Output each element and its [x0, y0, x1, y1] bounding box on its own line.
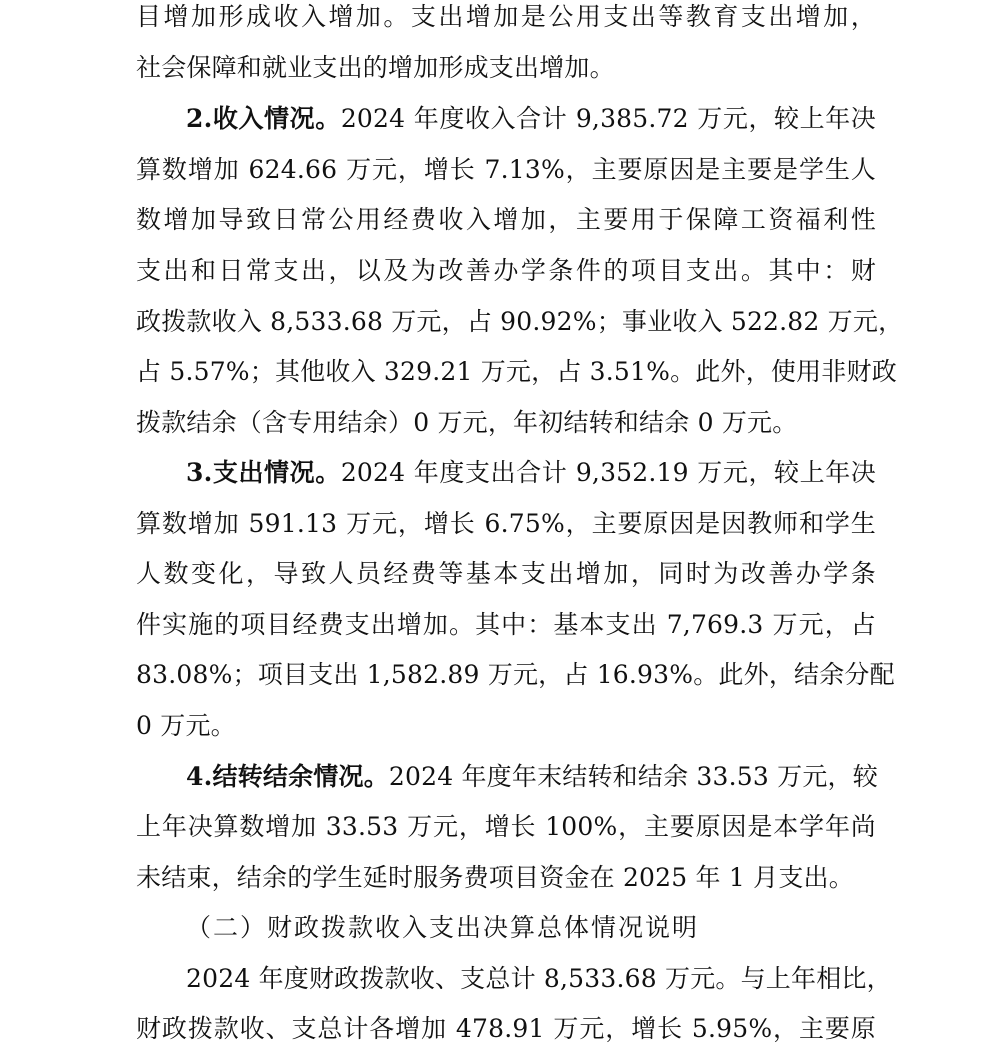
expenditure-line-4: 件实施的项目经费支出增加。其中：基本支出 7,769.3 万元，占	[136, 610, 876, 639]
intro-line-1: 目增加形成收入增加。支出增加是公用支出等教育支出增加，	[136, 2, 876, 31]
income-paragraph-line-1	[186, 102, 876, 136]
expenditure-line-3: 人数变化，导致人员经费等基本支出增加，同时为改善办学条	[136, 559, 876, 588]
balance-line-2: 上年决算数增加 33.53 万元，增长 100%，主要原因是本学年尚	[136, 812, 876, 841]
section-2-line-1: 2024 年度财政拨款收、支总计 8,533.68 万元。与上年相比，	[186, 964, 892, 993]
income-line-7: 拨款结余（含专用结余）0 万元，年初结转和结余 0 万元。	[136, 408, 798, 437]
intro-line-2: 社会保障和就业支出的增加形成支出增加。	[136, 53, 615, 82]
income-line-5: 政拨款收入 8,533.68 万元，占 90.92%；事业收入 522.82 万元，	[136, 307, 904, 336]
income-line-4: 支出和日常支出，以及为改善办学条件的项目支出。其中：财	[136, 256, 876, 285]
balance-paragraph-line-1	[186, 760, 876, 794]
balance-line-1-text: 2024 年度年末结转和结余 33.53 万元，较	[388, 762, 878, 791]
expenditure-line-2: 算数增加 591.13 万元，增长 6.75%，主要原因是因教师和学生	[136, 509, 876, 538]
balance-line-3: 未结束，结余的学生延时服务费项目资金在 2025 年 1 月支出。	[136, 863, 854, 892]
expenditure-line-6: 0 万元。	[136, 711, 236, 740]
balance-heading: 4.结转结余情况。	[186, 762, 389, 791]
income-line-6: 占 5.57%；其他收入 329.21 万元，占 3.51%。此外，使用非财政	[136, 357, 897, 386]
expenditure-line-5: 83.08%；项目支出 1,582.89 万元，占 16.93%。此外，结余分配	[136, 660, 895, 689]
income-line-1-text: 2024 年度收入合计 9,385.72 万元，较上年决	[340, 104, 876, 133]
section-2-heading: （二）财政拨款收入支出决算总体情况说明	[186, 913, 700, 942]
expenditure-paragraph-line-1	[186, 456, 876, 490]
income-line-3: 数增加导致日常公用经费收入增加，主要用于保障工资福利性	[136, 205, 876, 234]
expenditure-line-1-text: 2024 年度支出合计 9,352.19 万元，较上年决	[340, 458, 876, 487]
income-heading: 2.收入情况。	[186, 104, 341, 133]
section-2-line-2: 财政拨款收、支总计各增加 478.91 万元，增长 5.95%，主要原	[136, 1014, 876, 1043]
income-line-2: 算数增加 624.66 万元，增长 7.13%，主要原因是主要是学生人	[136, 155, 876, 184]
expenditure-heading: 3.支出情况。	[186, 458, 341, 487]
